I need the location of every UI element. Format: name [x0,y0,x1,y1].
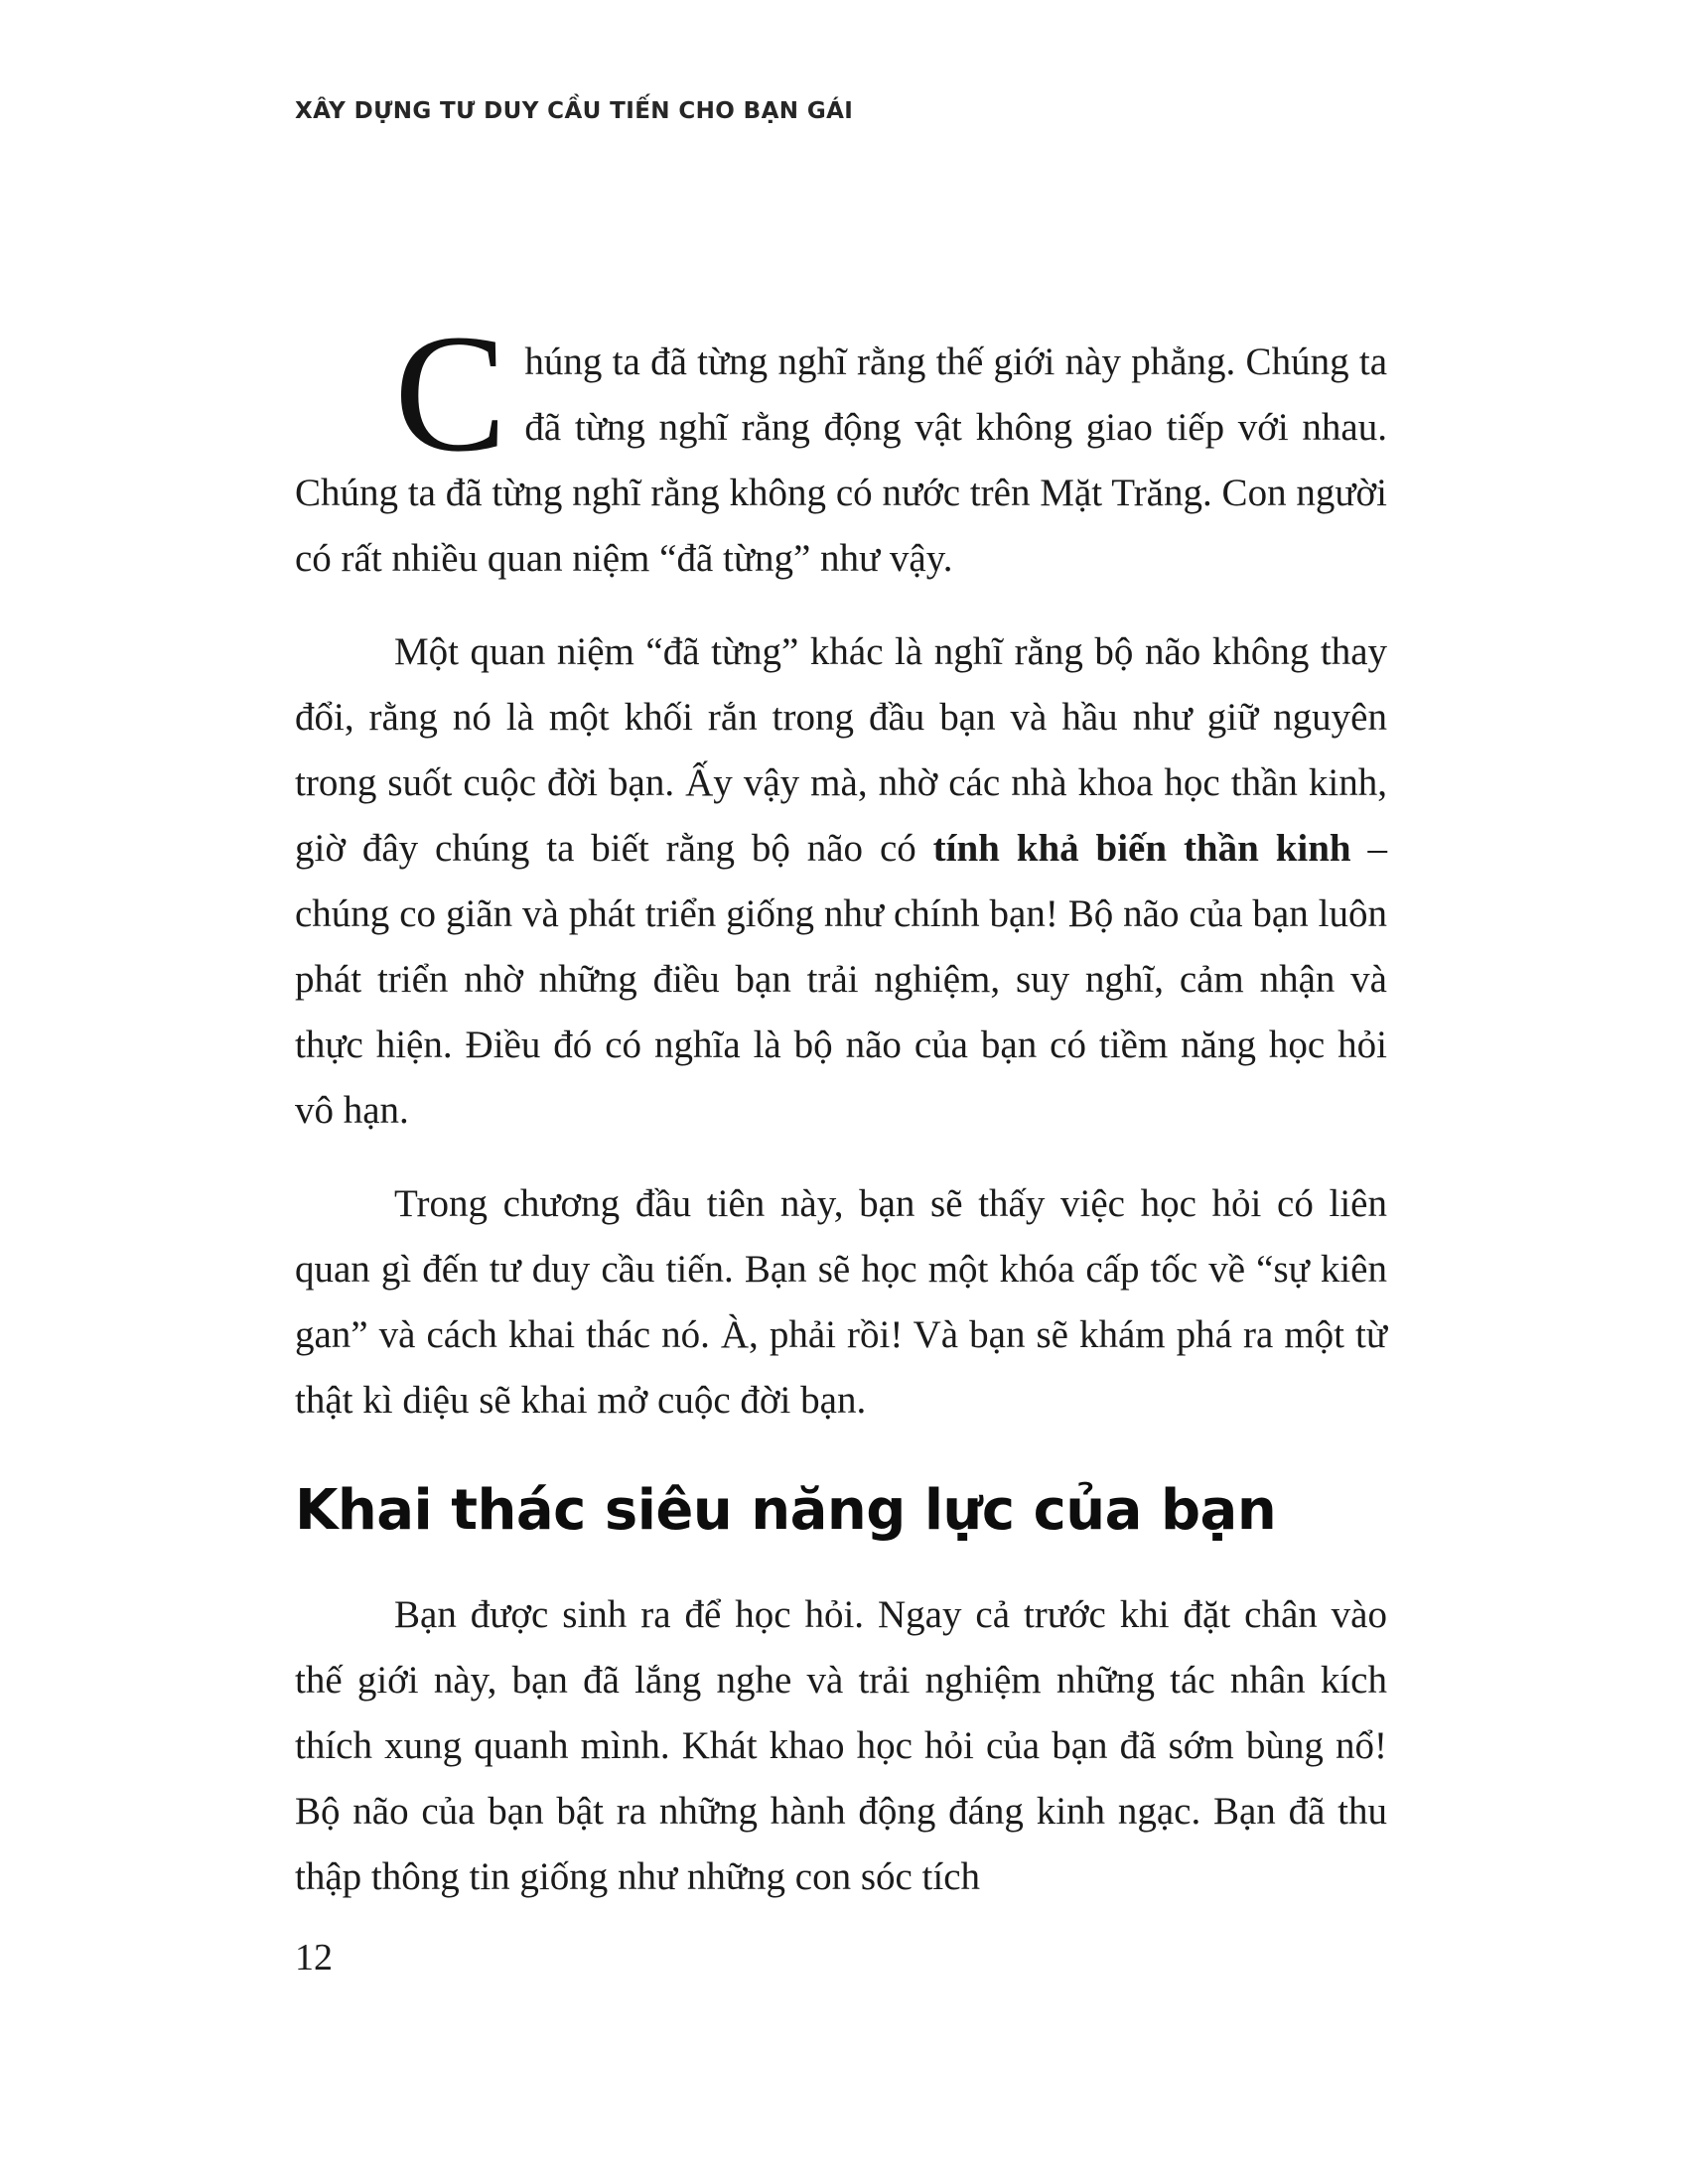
paragraph-born-to-learn: Bạn được sinh ra để học hỏi. Ngay cả trước khi đặt chân vào thế giới này, bạn đã lắng nghe và trải nghiệm những tác nhân kích thích xung quanh mình. Khát khao học hỏi của bạn đã sớm bùng nổ! Bộ não của bạn bật ra những hành động đáng kinh ngạc. Bạn đã thu thập thông tin giống như những con sóc tích [295,1593,1387,1898]
paragraph-neuroplasticity [295,619,1387,1144]
paragraph-neuroplasticity-text-end: – chúng co giãn và phát triển giống như chính bạn! Bộ não của bạn luôn phát triển nhờ những điều bạn trải nghiệm, suy nghĩ, cảm nhận và thực hiện. Điều đó có nghĩa là bộ não của bạn có tiềm năng học hỏi vô hạn. [295,827,1388,1132]
text-block [295,300,1388,1938]
section-heading: Khai thác siêu năng lực của bạn [295,1478,1277,1543]
paragraph-neuroplasticity-text-start: Một quan niệm “đã từng” khác là nghĩ rằng bộ não không thay đổi, rằng nó là một khối rắn trong đầu bạn và hầu như giữ nguyên trong suốt cuộc đời bạn. Ấy vậy mà, nhờ các nhà khoa học thần kinh, giờ đây chúng ta biết rằng bộ não có [295,630,1387,870]
bold-term-neuroplasticity: tính khả biến thần kinh [932,827,1351,870]
paragraph-opening [295,300,1387,592]
drop-cap-letter: C [394,300,507,486]
page-number: 12 [295,1937,333,1979]
paragraph-opening-text: húng ta đã từng nghĩ rằng thế giới này phẳng. Chúng ta đã từng nghĩ rằng động vật không giao tiếp với nhau. Chúng ta đã từng nghĩ rằng không có nước trên Mặt Trăng. Con người có rất nhiều quan niệm “đã từng” như vậy. [295,341,1387,580]
paragraph-chapter-intro: Trong chương đầu tiên này, bạn sẽ thấy việc học hỏi có liên quan gì đến tư duy cầu tiến. Bạn sẽ học một khóa cấp tốc về “sự kiên gan” và cách khai thác nó. À, phải rồi! Và bạn sẽ khám phá ra một từ thật kì diệu sẽ khai mở cuộc đời bạn. [295,1182,1387,1422]
running-header: XÂY DỰNG TƯ DUY CẦU TIẾN CHO BẠN GÁI [295,98,854,124]
